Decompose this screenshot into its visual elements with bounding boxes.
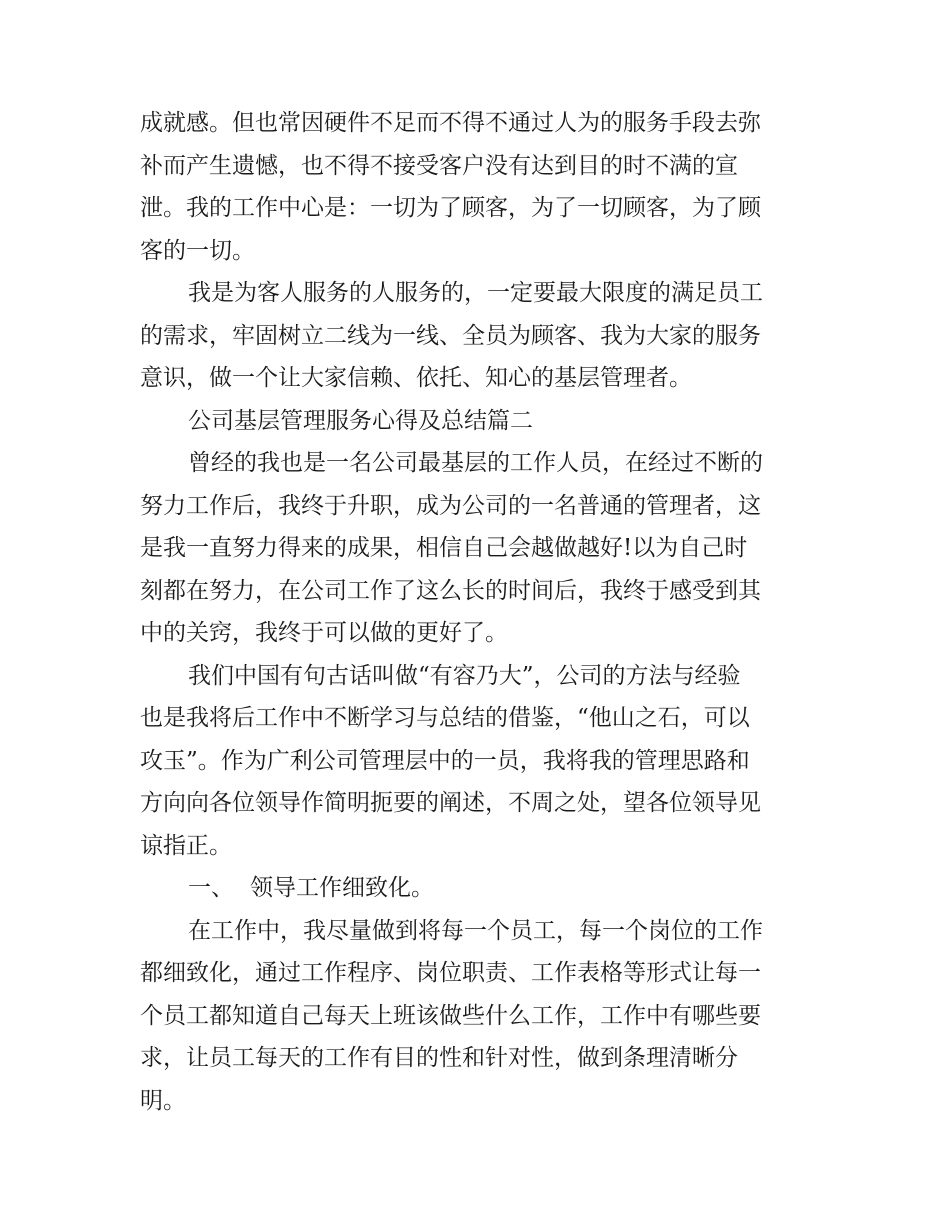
- text-line: 求，让员工每天的工作有目的性和针对性，做到条理清晰分: [140, 1045, 738, 1071]
- paragraph-service-staff: [140, 272, 812, 400]
- text-line: 中的关窍，我终于可以做的更好了。: [140, 620, 508, 646]
- text-line: 方向向各位领导作简明扼要的阐述，不周之处，望各位领导见: [140, 790, 761, 816]
- text-line: 谅指正。: [140, 832, 232, 859]
- paragraph-detailed-work: [140, 910, 812, 1123]
- text-line: 刻都在努力，在公司工作了这么长的时间后，我终于感受到其: [140, 577, 761, 604]
- document-page: [140, 102, 812, 1122]
- list-heading-text: 领导工作细致化。: [250, 875, 434, 901]
- text-line: 我们中国有句古话叫做“有容乃大”，公司的方法与经验: [188, 662, 741, 689]
- text-line: 客的一切。: [140, 237, 255, 264]
- paragraph-promotion: [140, 442, 812, 655]
- list-heading-line: [140, 867, 812, 910]
- text-line: 成就感。但也常因硬件不足而不得不通过人为的服务手段去弥: [140, 110, 761, 136]
- text-line: 明。: [140, 1087, 186, 1114]
- list-heading: [140, 867, 812, 910]
- text-line: 努力工作后，我终于升职，成为公司的一名普通的管理者，这: [140, 492, 761, 519]
- text-line: 也是我将后工作中不断学习与总结的借鉴，“他山之石，可以: [140, 705, 750, 731]
- section-title: [140, 400, 812, 443]
- paragraph-proverb: [140, 655, 812, 868]
- text-line: 攻玉”。作为广利公司管理层中的一员，我将我的管理思路和: [140, 747, 750, 774]
- text-line: 泄。我的工作中心是：一切为了顾客，为了一切顾客，为了顾: [140, 195, 761, 221]
- text-line: 在工作中，我尽量做到将每一个员工，每一个岗位的工作: [188, 917, 763, 944]
- text-line: 的需求，牢固树立二线为一线、全员为顾客、我为大家的服务: [140, 322, 761, 349]
- text-line: 补而产生遗憾，也不得不接受客户没有达到目的时不满的宣: [140, 152, 738, 179]
- list-number: 一、: [188, 875, 234, 901]
- text-line: 意识，做一个让大家信赖、依托、知心的基层管理者。: [140, 365, 692, 391]
- text-line: 都细致化，通过工作程序、岗位职责、工作表格等形式让每一: [140, 960, 761, 986]
- text-line: 曾经的我也是一名公司最基层的工作人员，在经过不断的: [188, 450, 763, 476]
- text-line: 是我一直努力得来的成果，相信自己会越做越好!以为自己时: [140, 535, 748, 561]
- section-title-text: 公司基层管理服务心得及总结篇二: [188, 407, 533, 434]
- text-line: 我是为客人服务的人服务的，一定要最大限度的满足员工: [188, 280, 763, 306]
- paragraph-continuation: [140, 102, 812, 272]
- text-line: 个员工都知道自己每天上班该做些什么工作，工作中有哪些要: [140, 1002, 761, 1029]
